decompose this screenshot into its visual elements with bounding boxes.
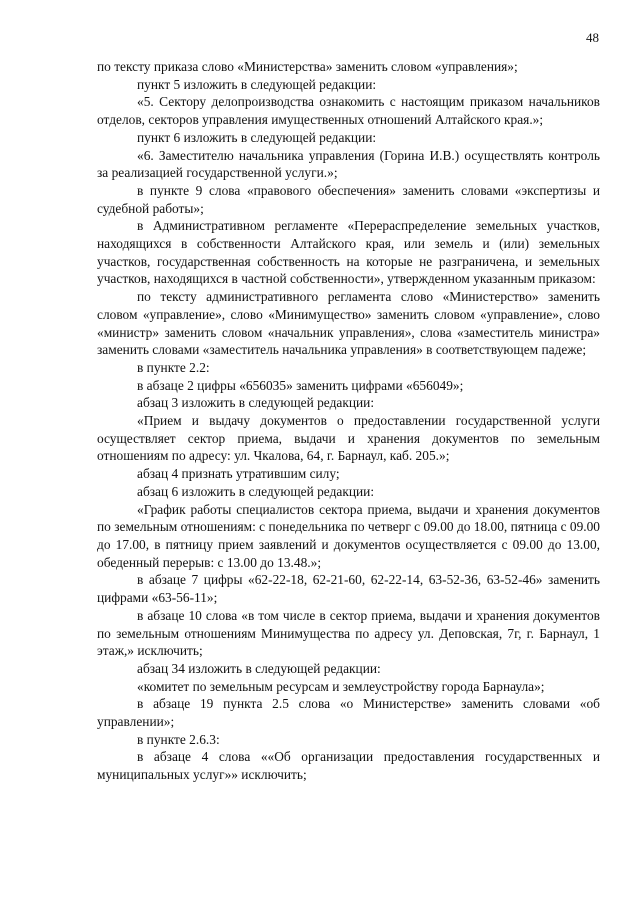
page-number: 48: [586, 30, 599, 45]
paragraph: абзац 3 изложить в следующей редакции:: [137, 395, 375, 411]
paragraph: в абзаце 2 цифры «656035» заменить цифрами «656049»;: [137, 377, 464, 393]
paragraph: в абзаце 19 пункта 2.5 слова «о Министерстве» заменить словами «об управлении»;: [97, 696, 600, 730]
paragraph: в пункте 9 слова «правового обеспечения» заменить словами «экспертизы и судебной работы»;: [97, 182, 600, 216]
paragraph: абзац 4 признать утратившим силу;: [137, 466, 340, 482]
paragraph: пункт 6 изложить в следующей редакции:: [137, 129, 377, 145]
paragraph: по тексту приказа слово «Министерства» заменить словом «управления»;: [97, 59, 518, 74]
paragraph: абзац 34 изложить в следующей редакции:: [137, 660, 381, 676]
paragraph: по тексту административного регламента слово «Министерство» заменить словом «управление», слово «Минимущество» заменить словом «управление», слово «министр» заменить словом «начальник управления», слова «заместитель министра» заменить словами «заместитель начальника управления» в соответствующем падеже;: [97, 289, 600, 358]
paragraph: «График работы специалистов сектора приема, выдачи и хранения документов по земельным отношениям: с понедельника по четверг с 09.00 до 18.00, пятница с 09.00 до 17.00, в пятницу прием заявлений и документов осуществляется с 09.00 до 13.00, обеденный перерыв: с 13.00 до 13.48.»;: [97, 501, 601, 570]
paragraph: в Административном регламенте «Перераспределение земельных участков, находящихся в собственности Алтайского края, или земель и (или) земельных участков, государственная собственность на которые не разграничена, и земельных участков, находящихся в частной собственности», утвержденном указанным приказом:: [97, 218, 600, 287]
document-body: [97, 58, 600, 784]
paragraph: пункт 5 изложить в следующей редакции:: [137, 76, 377, 92]
paragraph: в пункте 2.2:: [137, 359, 210, 375]
paragraph: в абзаце 10 слова «в том числе в сектор приема, выдачи и хранения документов по земельным отношениям Минимущества по адресу ул. Деповская, 7г, г. Барнаул, 1 этаж,» исключить;: [97, 607, 600, 659]
paragraph: «5. Сектору делопроизводства ознакомить с настоящим приказом начальников отделов, секторов управления имущественных отношений Алтайского края.»;: [97, 94, 600, 128]
paragraph: в абзаце 4 слова ««Об организации предоставления государственных и муниципальных услуг»» исключить;: [97, 749, 600, 783]
paragraph: «комитет по земельным ресурсам и землеустройству города Барнаула»;: [137, 678, 545, 694]
paragraph: «Прием и выдачу документов о предоставлении государственной услуги осуществляет сектор приема, выдачи и хранения документов по земельным отношениям по адресу: ул. Чкалова, 64, г. Барнаул, каб. 205.»;: [97, 413, 600, 464]
paragraph: в абзаце 7 цифры «62-22-18, 62-21-60, 62-22-14, 63-52-36, 63-52-46» заменить цифрами «63-56-11»;: [97, 572, 600, 606]
paragraph: в пункте 2.6.3:: [137, 731, 220, 747]
paragraph: «6. Заместителю начальника управления (Горина И.В.) осуществлять контроль за реализацией государственной услуги.»;: [97, 147, 600, 181]
paragraph: абзац 6 изложить в следующей редакции:: [137, 483, 375, 499]
